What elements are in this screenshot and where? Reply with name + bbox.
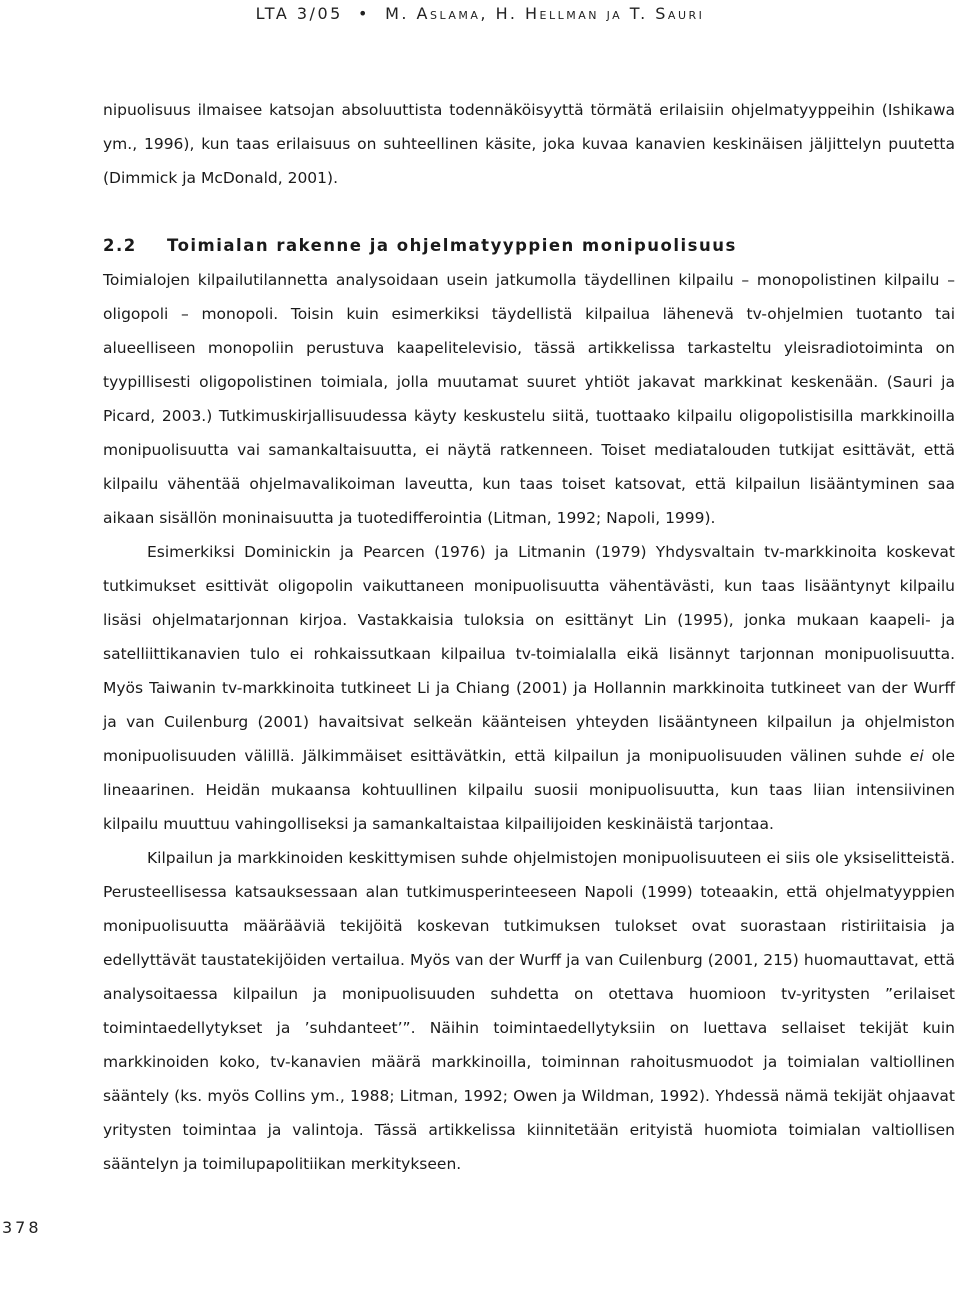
section-title: Toimialan rakenne ja ohjelmatyyppien monipuolisuus bbox=[167, 236, 737, 255]
paragraph-continued: nipuolisuus ilmaisee katsojan absoluuttista todennäköisyyttä törmätä erilaisiin ohjelmatyyppeihin (Ishikawa ym., 1996), kun taas erilaisuus on suhteellinen käsite, joka kuvaa kanavien keskinäisen jäljittelyn puutetta (Dimmick ja McDonald, 2001). bbox=[103, 101, 955, 187]
section-heading bbox=[103, 229, 955, 263]
emphasis-ei: ei bbox=[909, 747, 924, 765]
body-text bbox=[103, 93, 955, 1181]
paragraph-2 bbox=[103, 535, 955, 841]
journal-issue: LTA 3/05 bbox=[255, 4, 343, 23]
header-bullet: • bbox=[357, 4, 370, 23]
section-number: 2.2 bbox=[103, 236, 137, 255]
paragraph-2-part-a: Esimerkiksi Dominickin ja Pearcen (1976) ja Litmanin (1979) Yhdysvaltain tv-markkinoita koskevat tutkimukset esittivät oligopolin vaikuttaneen monipuolisuutta vähentävästi, kun taas lisääntynyt kilpailu lisäsi ohjelmatarjonnan kirjoa. Vastakkaisia tuloksia on esittänyt Lin (1995), jonka mukaan kaapeli- ja satelliittikanavien tulo ei rohkaissutkaan kilpailua tv-toimialalla eikä lisännyt tarjonnan monipuolisuutta. Myös Taiwanin tv-markkinoita tutkineet Li ja Chiang (2001) ja Hollannin markkinoita tutkineet van der Wurff ja van Cuilenburg (2001) havaitsivat selkeän käänteisen yhteyden lisääntyneen kilpailun ja ohjelmiston monipuolisuuden välillä. Jälkimmäiset esittävätkin, että kilpailun ja monipuolisuuden välinen suhde bbox=[103, 543, 955, 765]
running-header bbox=[0, 4, 960, 23]
page-number: 378 bbox=[2, 1218, 42, 1237]
paragraph-1: Toimialojen kilpailutilannetta analysoidaan usein jatkumolla täydellinen kilpailu – monopolistinen kilpailu – oligopoli – monopoli. Toisin kuin esimerkiksi täydellistä kilpailua lähenevä tv-ohjelmien tuotanto tai alueelliseen monopoliin perustuva kaapelitelevisio, tässä artikkelissa tarkasteltu yleisradiotoiminta on tyypillisesti oligopolistinen toimiala, jolla muutamat suuret yhtiöt jakavat markkinat keskenään. (Sauri ja Picard, 2003.) Tutkimuskirjallisuudessa käyty keskustelu siitä, tuottaako kilpailu oligopolistisilla markkinoilla monipuolisuutta vai samankaltaisuutta, ei näytä ratkenneen. Toiset mediatalouden tutkijat esittävät, että kilpailu vähentää ohjelmavalikoiman laveutta, kun taas toiset katsovat, että kilpailun lisääntyminen saa aikaan sisällön moninaisuutta ja tuotedifferointia (Litman, 1992; Napoli, 1999). bbox=[103, 271, 955, 527]
paragraph-3: Kilpailun ja markkinoiden keskittymisen suhde ohjelmistojen monipuolisuuteen ei siis ole yksiselitteistä. Perusteellisessa katsauksessaan alan tutkimusperinteeseen Napoli (1999) toteaakin, että ohjelmatyyppien monipuolisuutta määrääviä tekijöitä koskevan tutkimuksen tulokset ovat suorastaan ristiriitaisia ja edellyttävät taustatekijöiden vertailua. Myös van der Wurff ja van Cuilenburg (2001, 215) huomauttavat, että analysoitaessa kilpailun ja monipuolisuuden suhdetta on otettava huomioon tv-yritysten ”erilaiset toimintaedellytykset ja ’suhdanteet’”. Näihin toimintaedellytyksiin on luettava sellaiset tekijät kuin markkinoiden koko, tv-kanavien määrä markkinoilla, toiminnan rahoitusmuodot ja toimialan valtiollinen sääntely (ks. myös Collins ym., 1988; Litman, 1992; Owen ja Wildman, 1992). Yhdessä nämä tekijät ohjaavat yritysten toimintaa ja valintoja. Tässä artikkelissa kiinnitetään erityistä huomiota toimialan valtiollisen sääntelyn ja toimilupapolitiikan merkitykseen. bbox=[103, 849, 955, 1173]
header-authors: M. Aslama, H. Hellman ja T. Sauri bbox=[385, 4, 705, 23]
paragraph-2-part-b: ole lineaarinen. Heidän mukaansa kohtuullinen kilpailu suosii monipuolisuutta, kun taas liian intensiivinen kilpailu muuttuu vahingolliseksi ja samankaltaistaa kilpailijoiden keskinäistä tarjontaa. bbox=[103, 747, 955, 833]
